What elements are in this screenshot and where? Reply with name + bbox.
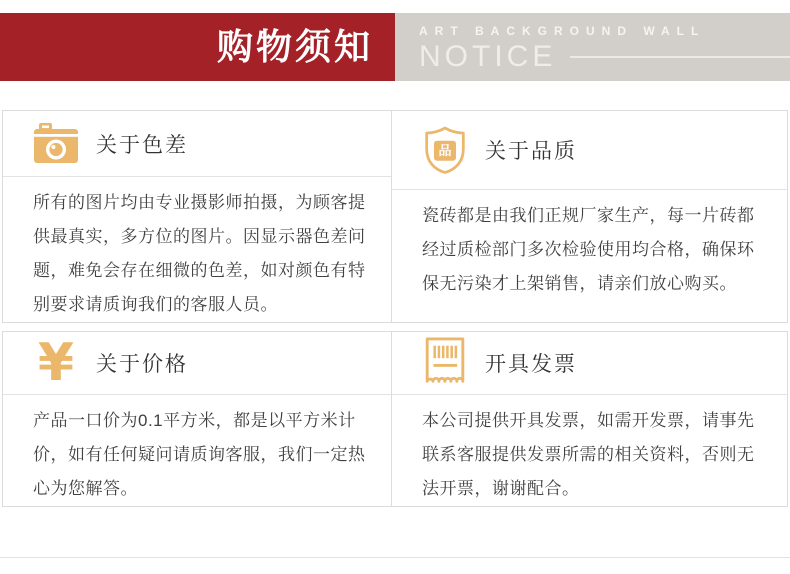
section-body: 瓷砖都是由我们正规厂家生产，每一片砖都经过质检部门多次检验使用均合格，确保环保无污染才上架销售，请亲们放心购买。 — [422, 206, 755, 293]
notice-underline — [570, 56, 790, 58]
section-title: 关于价格 — [96, 353, 188, 376]
invoice-receipt-icon — [422, 337, 468, 389]
notice-row — [419, 41, 790, 73]
bottom-divider — [0, 557, 790, 558]
section-body: 产品一口价为0.1平方米，都是以平方米计价，如有任何疑问请质询客服，我们一定热心为您解答。 — [33, 411, 366, 498]
banner-red-block — [0, 13, 395, 81]
notice-grid — [2, 110, 788, 507]
grid-row-2 — [2, 331, 788, 507]
section-color-difference — [3, 111, 391, 322]
section-body: 所有的图片均由专业摄影师拍摄，为顾客提供最真实，多方位的图片。因显示器色差问题，难免会存在细微的色差，如对颜色有特别要求请质询我们的客服人员。 — [33, 193, 366, 314]
page-banner — [0, 13, 790, 81]
camera-icon — [33, 118, 79, 170]
notice-label: NOTICE — [419, 40, 557, 73]
shield-badge-glyph: 品 — [434, 141, 456, 161]
yen-glyph: ¥ — [37, 333, 75, 393]
quality-shield-icon — [422, 124, 468, 176]
section-title: 关于品质 — [485, 140, 577, 163]
grid-row-1 — [2, 110, 788, 323]
section-invoice-header — [392, 332, 787, 395]
section-title: 关于色差 — [96, 133, 188, 157]
section-price — [3, 332, 391, 506]
banner-gray-block — [395, 13, 790, 81]
section-invoice — [391, 332, 787, 506]
yen-price-icon — [33, 333, 79, 393]
section-color-difference-header — [3, 111, 391, 177]
page-title: 购物须知 — [216, 26, 373, 67]
section-title: 开具发票 — [485, 353, 577, 376]
section-price-header — [3, 332, 391, 395]
banner-subtitle: ART BACKGROUND WALL — [419, 24, 706, 38]
section-quality — [391, 111, 787, 322]
section-body: 本公司提供开具发票，如需开发票，请事先联系客服提供发票所需的相关资料，否则无法开票，谢谢配合。 — [422, 411, 755, 498]
section-quality-header — [392, 111, 787, 190]
